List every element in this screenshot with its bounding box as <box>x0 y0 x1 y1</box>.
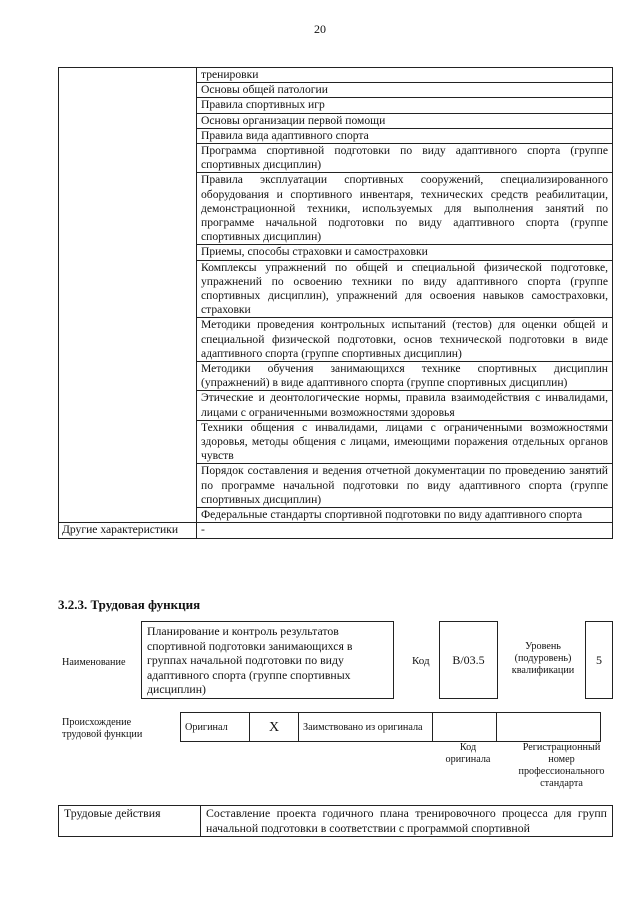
knowledge-item: Порядок составления и ведения отчетной документации по проведению занятий по программе начальной подготовки по виду адаптивного спорта (группе спортивных дисциплин) <box>197 464 613 508</box>
level-label: Уровень (подуровень) квалификации <box>511 641 575 676</box>
reg-number-cell <box>497 713 601 742</box>
knowledge-item: Основы общей патологии <box>197 83 613 98</box>
knowledge-row <box>59 68 613 83</box>
knowledge-item: тренировки <box>197 68 613 83</box>
knowledge-item: Основы организации первой помощи <box>197 113 613 128</box>
other-characteristics-value: - <box>197 523 613 538</box>
function-name-box <box>141 621 394 699</box>
knowledge-item: Методики проведения контрольных испытаний (тестов) для оценки общей и специальной физической подготовки, основ технической подготовки в виде адаптивного спорта (группе спортивных дисциплин) <box>197 318 613 362</box>
origin-label: Происхождение трудовой функции <box>62 717 143 740</box>
reg-number-label: Регистрационный номер профессионального стандарта <box>518 742 605 789</box>
code-original-label: Код оригинала <box>445 742 491 765</box>
other-characteristics-row <box>59 523 613 538</box>
code-original-cell <box>433 713 497 742</box>
knowledge-label-cell <box>59 68 197 523</box>
knowledge-item: Методики обучения занимающихся технике спортивных дисциплин (упражнений) в виде адаптивного спорта (группе спортивных дисциплин) <box>197 362 613 391</box>
knowledge-item: Федеральные стандарты спортивной подготовки по виду адаптивного спорта <box>197 508 613 523</box>
knowledge-item: Правила вида адаптивного спорта <box>197 128 613 143</box>
labor-actions-value: Составление проекта годичного плана тренировочного процесса для групп начальной подготовки в соответствии с программой спортивной <box>201 806 613 837</box>
level-box <box>585 621 613 699</box>
knowledge-item: Программа спортивной подготовки по виду адаптивного спорта (группе спортивных дисциплин) <box>197 144 613 173</box>
page-number: 20 <box>314 22 326 36</box>
knowledge-item: Приемы, способы страховки и самостраховки <box>197 245 613 260</box>
borrowed-cell: Заимствовано из оригинала <box>299 713 433 742</box>
knowledge-item: Комплексы упражнений по общей и специальной физической подготовке, упражнений по освоению техники по виду адаптивного спорта (группе спортивных дисциплин), упражнений для освоения навыков самостраховки, страховки <box>197 260 613 318</box>
labor-actions-table <box>58 805 613 837</box>
code-label: Код <box>412 655 430 667</box>
section-title: 3.2.3. Трудовая функция <box>58 597 201 612</box>
level-value: 5 <box>596 652 602 667</box>
labor-actions-label: Трудовые действия <box>59 806 201 837</box>
knowledge-item: Этические и деонтологические нормы, правила взаимодействия с инвалидами, лицами с ограниченными возможностями здоровья <box>197 391 613 420</box>
code-value: В/03.5 <box>452 652 485 667</box>
knowledge-item: Правила эксплуатации спортивных сооружений, специализированного оборудования и спортивного инвентаря, технических средств реабилитации, демонстрационной техники, используемых для выполнения занятий по программе начальной подготовки по виду адаптивного спорта (группе спортивных дисциплин) <box>197 173 613 245</box>
name-label: Наименование <box>62 657 126 668</box>
original-cell: Оригинал <box>181 713 250 742</box>
other-characteristics-label: Другие характеристики <box>59 523 197 538</box>
original-mark-cell: X <box>250 713 299 742</box>
knowledge-item: Правила спортивных игр <box>197 98 613 113</box>
function-name: Планирование и контроль результатов спортивной подготовки занимающихся в группах начальной подготовки по виду адаптивного спорта (группе спортивных дисциплин) <box>147 624 353 696</box>
knowledge-table <box>58 67 613 539</box>
code-box <box>439 621 498 699</box>
knowledge-item: Техники общения с инвалидами, лицами с ограниченными возможностями здоровья, методы общения с лицами, имеющими поражения отдельных органов чувств <box>197 420 613 464</box>
origin-table <box>180 712 601 742</box>
